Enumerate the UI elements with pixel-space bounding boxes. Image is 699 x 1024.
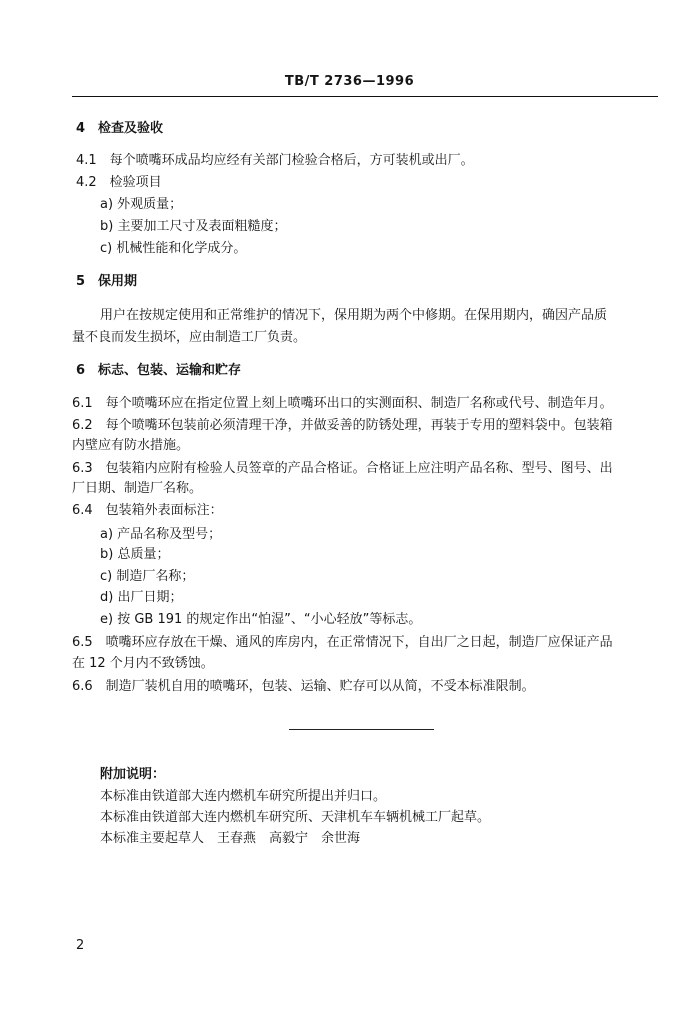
clause-6-4-b: b) 总质量； (100, 547, 170, 562)
clause-6-4-d: d) 出厂日期； (100, 590, 183, 605)
clause-4-1: 4.1 每个喷嘴环成品均应经有关部门检验合格后，方可装机或出厂。 (76, 153, 474, 168)
section-5-para-line1: 用户在按规定使用和正常维护的情况下，保用期为两个中修期。在保用期内，确因产品质 (100, 308, 608, 323)
clause-6-4-e: e) 按 GB 191 的规定作出“怕湿”、“小心轻放”等标志。 (100, 612, 422, 627)
appendix-line1: 本标准由铁道部大连内燃机车研究所提出并归口。 (100, 789, 387, 804)
clause-6-2-line1: 6.2 每个喷嘴环包装前必须清理干净，并做妥善的防锈处理，再装于专用的塑料袋中。包装箱 (72, 418, 613, 433)
clause-6-1: 6.1 每个喷嘴环应在指定位置上刻上喷嘴环出口的实测面积、制造厂名称或代号、制造年月。 (72, 396, 613, 411)
section-end-rule (289, 729, 434, 730)
clause-6-3-line1: 6.3 包装箱内应附有检验人员签章的产品合格证。合格证上应注明产品名称、型号、图号、出 (72, 461, 613, 476)
standard-code: TB/T 2736—1996 (284, 74, 415, 89)
page-number: 2 (76, 938, 85, 953)
section-4-title: 4 检查及验收 (76, 121, 164, 136)
clause-4-2-b: b) 主要加工尺寸及表面粗糙度； (100, 219, 287, 234)
section-5-title: 5 保用期 (76, 274, 138, 289)
clause-6-4-c: c) 制造厂名称； (100, 569, 195, 584)
clause-6-6: 6.6 制造厂装机自用的喷嘴环，包装、运输、贮存可以从简，不受本标准限制。 (72, 679, 535, 694)
clause-4-2: 4.2 检验项目 (76, 175, 162, 190)
appendix-title: 附加说明： (100, 767, 166, 782)
clause-6-4: 6.4 包装箱外表面标注： (72, 503, 223, 518)
appendix-line3: 本标准主要起草人 王春燕 高毅宁 余世海 (100, 831, 361, 846)
clause-6-2-line2: 内壁应有防水措施。 (72, 438, 190, 453)
clause-6-5-line1: 6.5 喷嘴环应存放在干燥、通风的库房内，在正常情况下，自出厂之日起，制造厂应保证产品 (72, 635, 613, 650)
clause-6-3-line2: 厂日期、制造厂名称。 (72, 481, 203, 496)
section-5-para-line2: 量不良而发生损坏，应由制造工厂负责。 (72, 330, 307, 345)
clause-4-2-a: a) 外观质量； (100, 197, 183, 212)
section-6-title: 6 标志、包装、运输和贮存 (76, 363, 242, 378)
clause-4-2-c: c) 机械性能和化学成分。 (100, 241, 247, 256)
header-rule (72, 96, 658, 97)
clause-6-4-a: a) 产品名称及型号； (100, 527, 222, 542)
clause-6-5-line2: 在 12 个月内不致锈蚀。 (72, 656, 214, 671)
appendix-line2: 本标准由铁道部大连内燃机车研究所、天津机车车辆机械工厂起草。 (100, 810, 491, 825)
